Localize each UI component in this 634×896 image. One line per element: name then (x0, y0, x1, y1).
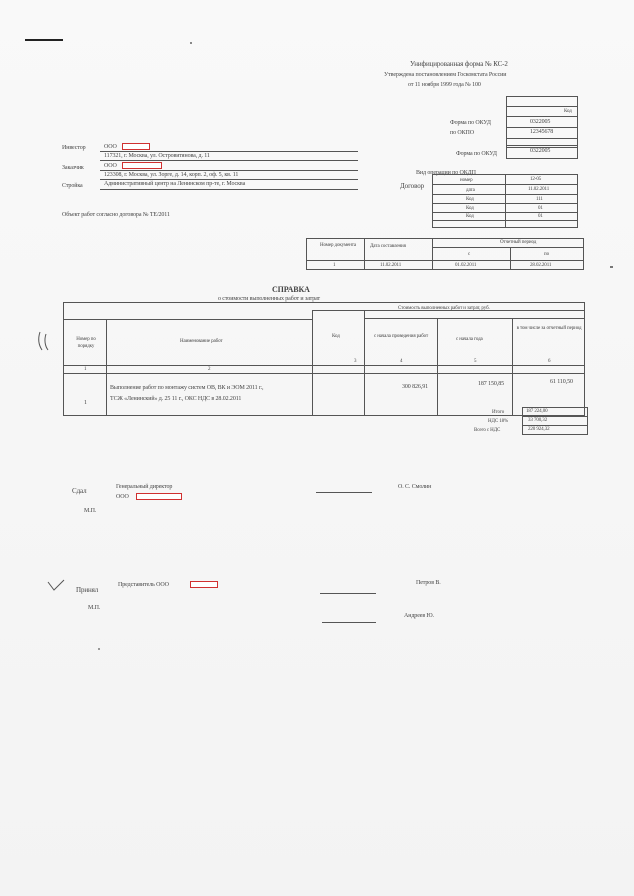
col-index: 2 (208, 367, 211, 372)
col-index: 3 (354, 359, 357, 364)
contract-row-value: 111 (536, 197, 543, 202)
row-year-value: 187 150,85 (478, 381, 505, 387)
redaction-box (122, 162, 162, 169)
check-mark (46, 578, 66, 592)
contract-row-label: номер (460, 178, 473, 183)
contract-row-label: Код (466, 197, 474, 202)
total-value: 187 224,00 (526, 409, 548, 414)
approved-by: Утверждена постановлением Госкомстата России (384, 72, 507, 78)
col-index: 1 (84, 367, 87, 372)
doc-header-date: Дата составления (370, 244, 406, 249)
contract-row-value: 11.02.2011 (528, 187, 550, 192)
form-label: Форма по ОКУД (456, 151, 497, 157)
col-num-header: Номер по порядку (76, 337, 96, 349)
handed-role: Генеральный директор (116, 484, 173, 490)
row-period-value: 61 110,50 (550, 379, 573, 385)
row-num: 1 (84, 400, 87, 406)
doc-num: 1 (333, 263, 336, 268)
contract-row-label: дата (466, 188, 475, 193)
customer-label: Заказчик (62, 165, 84, 171)
doc-header-period: Отчетный период (500, 240, 537, 245)
accepted-label: Принял (76, 586, 99, 594)
col-code-header: Код (332, 334, 340, 339)
doc-header-num: Номер документа (319, 243, 356, 248)
all-label: Всего с НДС (474, 428, 501, 433)
speck (190, 42, 192, 44)
okud-label: Форма по ОКУД (450, 120, 491, 126)
col-year-header: с начала года (456, 337, 483, 342)
site-value: Административный центр на Ленинском пр-те, г. Москва (104, 181, 246, 187)
all-value: 220 924,32 (528, 427, 550, 432)
doc-to: 28.02.2011 (530, 263, 552, 268)
code-label: Код (564, 109, 572, 114)
contract-row-value: 12-05 (530, 177, 542, 182)
col-cost-header: Стоимость выполненных работ и затрат, руб. (398, 306, 490, 311)
total-label: Итого (492, 410, 505, 415)
redaction-box (122, 143, 150, 150)
mp-stamp-1: М.П. (84, 508, 97, 514)
page-title: СПРАВКА (272, 285, 310, 294)
doc-header-from: с (468, 252, 471, 257)
redaction-box (190, 581, 218, 588)
customer-address: 123308, г. Москва, ул. Зорге, д. 14, корп. 2, оф. 5, кв. 11 (104, 172, 239, 178)
doc-date: 11.02.2011 (380, 263, 402, 268)
mp-stamp-2: М.П. (88, 605, 101, 611)
handed-name: О. С. Смолин (398, 484, 432, 490)
form-name: Унифицированная форма № КС-2 (410, 60, 508, 68)
accepted-name: Петров В. (416, 580, 441, 586)
contract-row-label: Код (466, 206, 474, 211)
form-value: 0322005 (530, 148, 551, 154)
col-index: 5 (474, 359, 477, 364)
contract-row-label: Код (466, 214, 474, 219)
accepted-name-2: Андреев Ю. (404, 613, 434, 619)
pen-stroke (25, 39, 63, 41)
col-period-header: в том числе за отчетный период (516, 326, 582, 331)
investor-value: ООО (104, 144, 117, 150)
vat-label: НДС 18% (488, 419, 509, 424)
redaction-box (136, 493, 182, 500)
contract-row-value: 01 (538, 214, 543, 219)
doc-header-to: по (544, 252, 549, 257)
page-subtitle: о стоимости выполненных работ и затрат (218, 296, 321, 302)
okpo-label: по ОКПО (450, 130, 475, 136)
col-index: 6 (548, 359, 551, 364)
handed-org: ООО (116, 494, 129, 500)
col-index: 4 (400, 359, 403, 364)
row-name-line1: Выполнение работ по монтажу систем ОВ, ВК и ЭОМ 2011 г., (110, 385, 264, 391)
contract-row-value: 01 (538, 206, 543, 211)
site-label: Стройка (62, 183, 83, 189)
doc-from: 01.02.2011 (455, 263, 477, 268)
investor-address: 117321, г. Москва, ул. Островитянова, д. 11 (104, 153, 210, 159)
row-name-line2: ТСЖ «Ленинский» д. 25 11 г., ОКС НДС в 28.02.2011 (110, 396, 242, 402)
col-start-header: с начала проведения работ (373, 334, 429, 339)
operation-label: Вид операции по ОКДП (416, 170, 476, 176)
row-start-value: 300 826,91 (402, 384, 429, 390)
handed-label: Сдал (72, 487, 87, 495)
speck (98, 648, 100, 650)
accepted-role: Представитель ООО (118, 582, 169, 588)
okpo-value: 12345678 (530, 129, 554, 135)
margin-mark (36, 330, 56, 354)
approved-date: от 11 ноября 1999 года № 100 (408, 82, 481, 88)
investor-label: Инвестор (62, 145, 86, 151)
vat-value: 33 700,32 (528, 418, 548, 423)
customer-value: ООО (104, 163, 117, 169)
contract-label: Договор (400, 182, 425, 190)
object-label: Объект работ согласно договора № ТЕ/2011 (62, 212, 170, 218)
speck (610, 266, 613, 268)
okud-value: 0322005 (530, 119, 551, 125)
col-name-header: Наименование работ (180, 339, 223, 344)
